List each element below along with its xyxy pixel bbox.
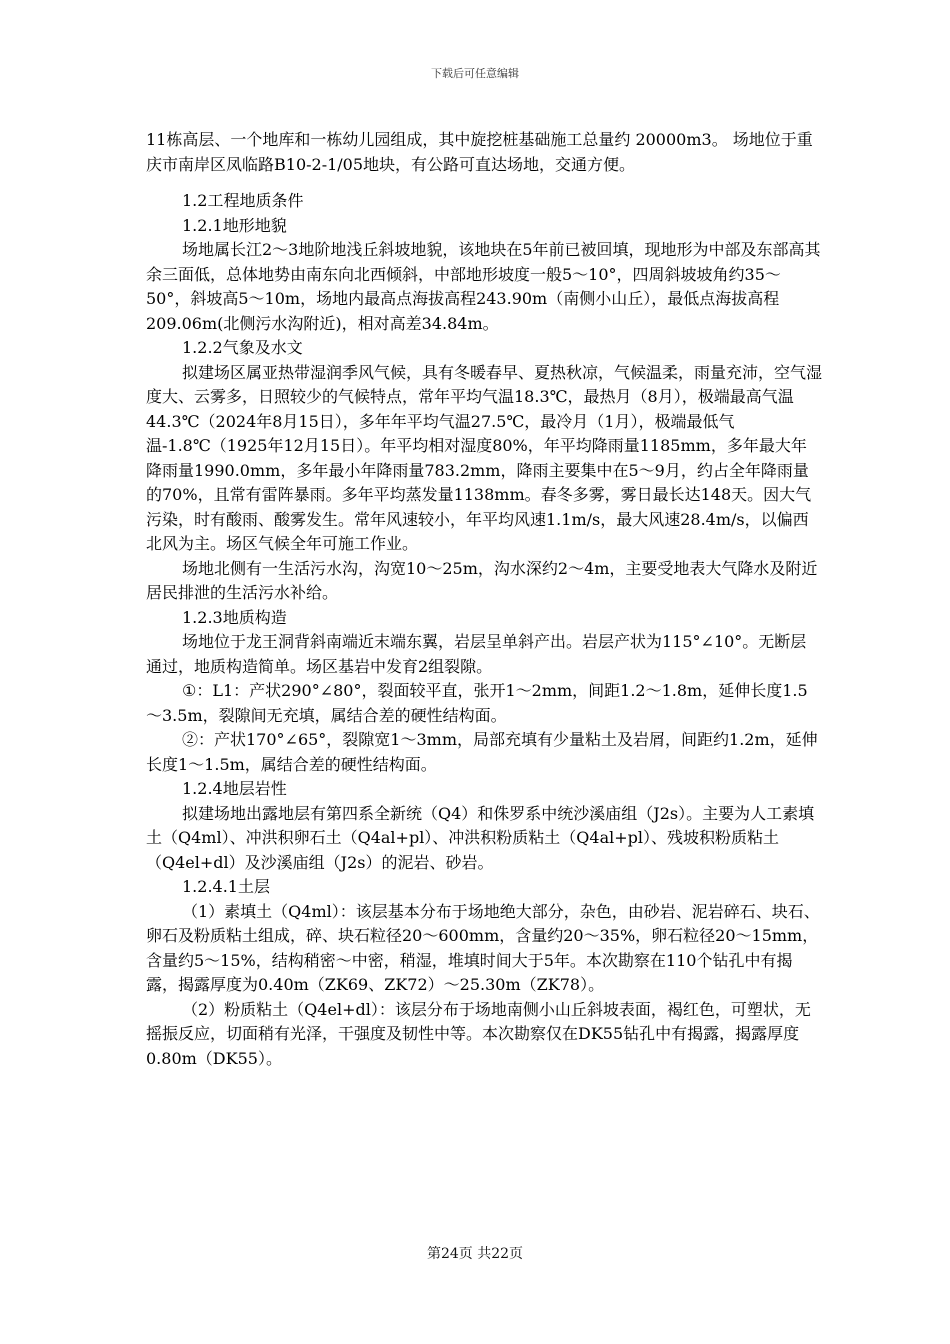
section-heading-1-2-4: 1.2.4地层岩性 <box>182 779 287 798</box>
paragraph-hydrology: 场地北侧有一生活污水沟，沟宽10～25m，沟水深约2～4m，主要受地表大气降水及附近居民排泄的生活污水补给。 <box>146 558 818 602</box>
paragraph-terrain: 场地属长江2～3地阶地浅丘斜坡地貌，该地块在5年前已被回填，现地形为中部及东部高其余三面低，总体地势由南东向北西倾斜，中部地形坡度一般5～10°，四周斜坡坡角约35～50°，斜坡高5～10m，场地内最高点海拔高程243.90m（南侧小山丘），最低点海拔高程209.06m(北侧污水沟附近)，相对高差34.84m。 <box>146 240 821 333</box>
section-heading-1-2-1: 1.2.1地形地貌 <box>182 215 287 235</box>
document-body <box>146 128 822 1071</box>
section-heading-1-2-2: 1.2.2气象及水文 <box>182 338 303 357</box>
paragraph-strata: 拟建场地出露地层有第四系全新统（Q4）和侏罗系中统沙溪庙组（J2s）。主要为人工素填土（Q4ml）、冲洪积卵石土（Q4al+pl）、冲洪积粉质粘土（Q4al+pl）、残坡积粉质粘土（Q4el+dl）及沙溪庙组（J2s）的泥岩、砂岩。 <box>146 803 815 872</box>
paragraph-silty-clay: （2）粉质粘土（Q4el+dl）：该层分布于场地南侧小山丘斜坡表面，褐红色，可塑状，无摇振反应，切面稍有光泽，干强度及韧性中等。本次勘察仅在DK55钻孔中有揭露，揭露厚度0.80m（DK55）。 <box>146 999 811 1068</box>
section-heading-1-2: 1.2工程地质条件 <box>182 191 304 210</box>
paragraph-fissure-2: ②：产状170°∠65°，裂隙宽1～3mm，局部充填有少量粘土及岩屑，间距约1.2m，延伸长度1～1.5m，属结合差的硬性结构面。 <box>146 730 818 774</box>
page-header: 下载后可任意编辑 <box>431 67 519 80</box>
paragraph-fill-soil: （1）素填土（Q4ml）：该层基本分布于场地绝大部分，杂色，由砂岩、泥岩碎石、块石、卵石及粉质粘土组成，碎、块石粒径20～600mm，含量约20～35%，卵石粒径20～15mm，含量约5～15%，结构稍密～中密，稍湿，堆填时间大于5年。本次勘察在110个钻孔中有揭露，揭露厚度为0.40m（ZK69、ZK72）～25.30m（ZK78）。 <box>146 901 820 994</box>
paragraph-intro: 11栋高层、一个地库和一栋幼儿园组成，其中旋挖桩基础施工总量约 20000m3。 场地位于重庆市南岸区凤临路B10-2-1/05地块，有公路可直达场地，交通方便。 <box>146 130 813 174</box>
paragraph-climate: 拟建场区属亚热带湿润季风气候，具有冬暖春早、夏热秋凉，气候温柔，雨量充沛，空气湿度大、云雾多，日照较少的气候特点，常年平均气温18.3℃，最热月（8月），极端最高气温44.3℃（2024年8月15日），多年年平均气温27.5℃，最冷月（1月），极端最低气温-1.8℃（1925年12月15日）。年平均相对湿度80%，年平均降雨量1185mm，多年最大年降雨量1990.0mm，多年最小年降雨量783.2mm，降雨主要集中在5～9月，约占全年降雨量的70%，且常有雷阵暴雨。多年平均蒸发量1138mm。春冬多雾，雾日最长达148天。因大气污染，时有酸雨、酸雾发生。常年风速较小，年平均风速1.1m/s，最大风速28.4m/s，以偏西北风为主。场区气候全年可施工作业。 <box>146 362 823 553</box>
page-number: 第24页 共22页 <box>426 1246 524 1262</box>
paragraph-fissure-1: ①：L1：产状290°∠80°，裂面较平直，张开1～2mm，间距1.2～1.8m，延伸长度1.5～3.5m，裂隙间无充填，属结合差的硬性结构面。 <box>146 681 808 725</box>
section-heading-1-2-4-1: 1.2.4.1土层 <box>182 877 270 896</box>
paragraph-structure: 场地位于龙王洞背斜南端近末端东翼，岩层呈单斜产出。岩层产状为115°∠10°。无断层通过，地质构造简单。场区基岩中发育2组裂隙。 <box>146 632 807 676</box>
section-heading-1-2-3: 1.2.3地质构造 <box>182 607 287 627</box>
